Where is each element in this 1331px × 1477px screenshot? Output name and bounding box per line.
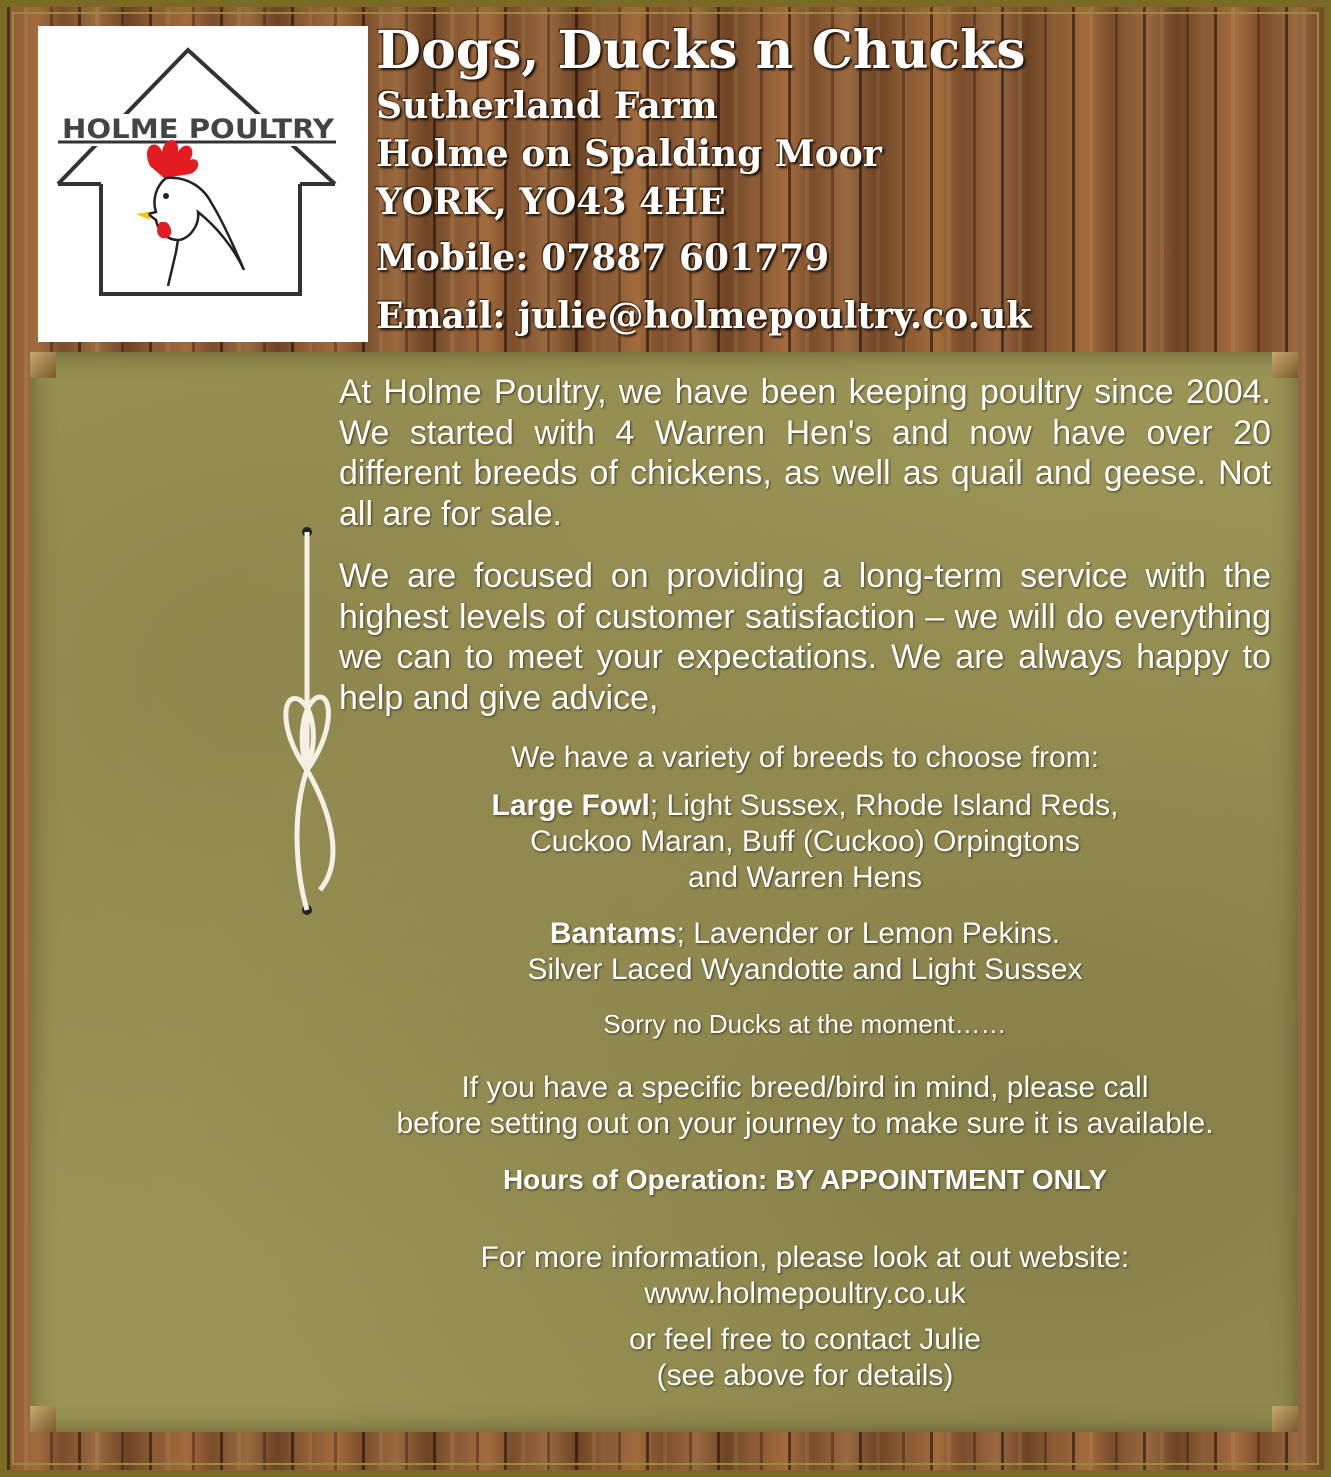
- address-line-1: Sutherland Farm: [376, 85, 718, 127]
- address-line-3: YORK, YO43 4HE: [376, 181, 726, 223]
- bantams-label: Bantams: [549, 917, 677, 950]
- content-body: [339, 372, 1271, 1394]
- contact-line-1: or feel free to contact Julie: [629, 1323, 981, 1356]
- string-bow-icon: [0, 0, 360, 960]
- logo-text: HOLME POULTRY: [62, 114, 335, 145]
- ducks-note: Sorry no Ducks at the moment……: [603, 1009, 1007, 1039]
- contact-line-2: (see above for details): [656, 1359, 954, 1392]
- contact-header: [376, 20, 1276, 340]
- bantams-block: [339, 916, 1271, 988]
- call-line-1: If you have a specific breed/bird in mind, please call: [461, 1071, 1149, 1104]
- business-name: Dogs, Ducks n Chucks: [376, 20, 1026, 81]
- address-line-2: Holme on Spalding Moor: [376, 133, 882, 175]
- call-ahead-note: [339, 1070, 1271, 1142]
- breeds-intro: We have a variety of breeds to choose from:: [510, 741, 1100, 774]
- more-info-block: [339, 1240, 1271, 1312]
- more-info-text: For more information, please look at out website:: [480, 1241, 1130, 1274]
- about-paragraph-2: We are focused on providing a long-term service with the highest levels of customer satisfaction – we will do everything we can to meet your expectations. We are always happy to help and give advice,: [339, 557, 1271, 717]
- large-fowl-block: [339, 788, 1271, 896]
- large-fowl-line-1: ; Light Sussex, Rhode Island Reds,: [649, 789, 1119, 822]
- corner-br: [1272, 1406, 1298, 1432]
- corner-bl: [30, 1406, 56, 1432]
- email-address[interactable]: Email: julie@holmepoultry.co.uk: [376, 295, 1032, 337]
- corner-tr: [1272, 352, 1298, 378]
- website-link[interactable]: www.holmepoultry.co.uk: [644, 1277, 966, 1310]
- bantams-line-2: Silver Laced Wyandotte and Light Sussex: [527, 953, 1083, 986]
- about-paragraph-1: At Holme Poultry, we have been keeping poultry since 2004. We started with 4 Warren Hen's and now have over 20 different breeds of chickens, as well as quail and geese. Not all are for sale.: [339, 373, 1271, 533]
- large-fowl-line-2: Cuckoo Maran, Buff (Cuckoo) Orpingtons: [530, 825, 1080, 858]
- call-line-2: before setting out on your journey to make sure it is available.: [396, 1107, 1214, 1140]
- hours-of-operation: Hours of Operation: BY APPOINTMENT ONLY: [502, 1164, 1108, 1195]
- contact-julie-block: [339, 1322, 1271, 1394]
- large-fowl-line-3: and Warren Hens: [688, 861, 922, 894]
- large-fowl-label: Large Fowl: [491, 789, 650, 822]
- mobile-number: Mobile: 07887 601779: [376, 237, 830, 279]
- bantams-line-1: ; Lavender or Lemon Pekins.: [676, 917, 1061, 950]
